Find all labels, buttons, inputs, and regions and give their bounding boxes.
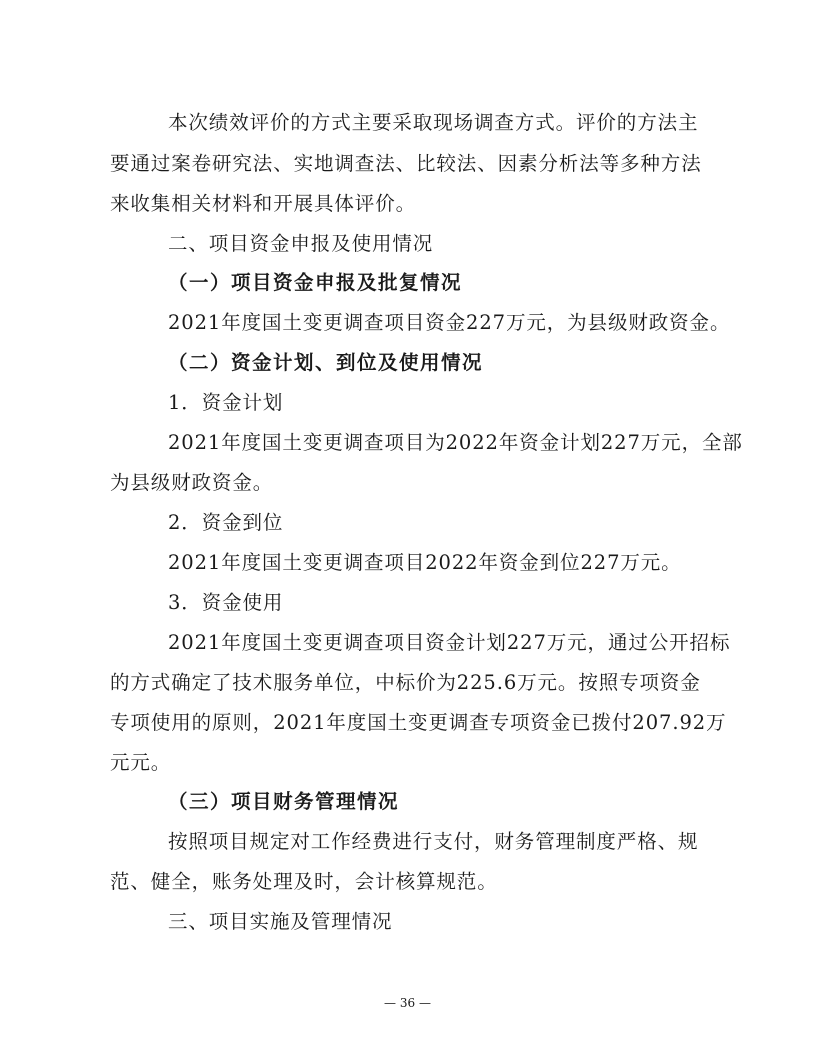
body-text-line: 2021年度国土变更调查项目2022年资金到位227万元。	[168, 551, 682, 574]
subsection-heading: （二）资金计划、到位及使用情况	[168, 351, 484, 374]
body-text-line: 范、健全，账务处理及时，会计核算规范。	[110, 870, 498, 893]
body-text-line: 本次绩效评价的方式主要采取现场调查方式。评价的方法主	[168, 111, 699, 134]
body-text-line: 为县级财政资金。	[110, 471, 274, 494]
list-heading: 3．资金使用	[168, 591, 284, 614]
list-heading: 2．资金到位	[168, 511, 284, 534]
list-heading: 1．资金计划	[168, 391, 284, 414]
body-text-line: 2021年度国土变更调查项目资金227万元，为县级财政资金。	[168, 311, 731, 334]
section-heading: 三、项目实施及管理情况	[168, 910, 393, 933]
body-text-line: 专项使用的原则，2021年度国土变更调查专项资金已拨付207.92万	[110, 711, 727, 734]
subsection-heading: （三）项目财务管理情况	[168, 790, 400, 813]
body-text-line: 元元。	[110, 751, 172, 774]
page-number: — 36 —	[384, 996, 431, 1010]
body-text-line: 2021年度国土变更调查项目为2022年资金计划227万元，全部	[168, 431, 743, 454]
body-text-line: 2021年度国土变更调查项目资金计划227万元，通过公开招标	[168, 631, 731, 654]
body-text-line: 来收集相关材料和开展具体评价。	[110, 192, 417, 215]
body-text-line: 要通过案卷研究法、实地调查法、比较法、因素分析法等多种方法	[110, 152, 702, 175]
section-heading: 二、项目资金申报及使用情况	[168, 232, 434, 255]
body-text-line: 按照项目规定对工作经费进行支付，财务管理制度严格、规	[168, 830, 699, 853]
body-text-line: 的方式确定了技术服务单位，中标价为225.6万元。按照专项资金	[110, 671, 701, 694]
subsection-heading: （一）项目资金申报及批复情况	[168, 271, 463, 294]
